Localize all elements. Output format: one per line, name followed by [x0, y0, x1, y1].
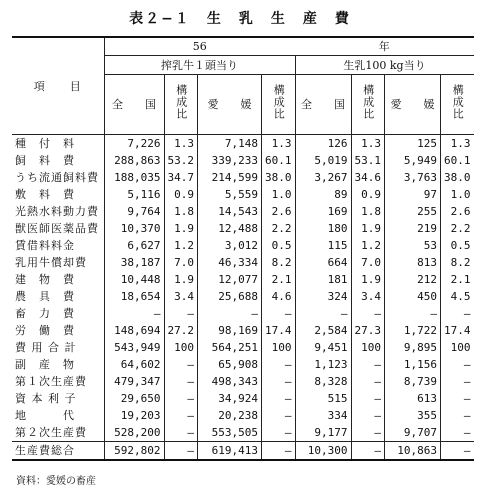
cell: —	[262, 424, 296, 442]
cell: 46,334	[218, 256, 258, 269]
cell: 9,451	[314, 341, 348, 354]
cell: 2.2	[441, 220, 474, 237]
cell: 7.0	[351, 254, 385, 271]
cell: 9,895	[403, 341, 437, 354]
cell: —	[164, 390, 198, 407]
cell: 2.1	[441, 271, 474, 288]
cell: —	[441, 407, 474, 424]
cell: —	[262, 356, 296, 373]
cell: 97	[423, 188, 437, 201]
row-label: 種 付 料	[12, 135, 104, 153]
row-label: 畜 力 費	[12, 305, 104, 322]
cell: 1.3	[262, 135, 296, 153]
table-row	[12, 254, 474, 271]
cell: —	[351, 356, 385, 373]
table-row	[12, 288, 474, 305]
cell: 553,505	[211, 426, 258, 439]
period-left: 56	[104, 37, 295, 56]
row-label: 副 産 物	[12, 356, 104, 373]
cell: 27.2	[164, 322, 198, 339]
cell: 1.8	[351, 203, 385, 220]
cell: 1.9	[351, 220, 385, 237]
cell: —	[262, 442, 296, 461]
row-label: 農 具 費	[12, 288, 104, 305]
cell: 219	[417, 222, 437, 235]
cell: 25,688	[218, 290, 258, 303]
col-national-head: 全 国	[104, 74, 164, 134]
cell: 4.5	[441, 288, 474, 305]
row-label: 第１次生産費	[12, 373, 104, 390]
cell: —	[441, 424, 474, 442]
cell: —	[351, 390, 385, 407]
cell: 180	[327, 222, 348, 235]
cell: 813	[417, 256, 437, 269]
cell: 1,722	[403, 324, 437, 337]
cell: 53	[423, 239, 437, 252]
cell: 100	[262, 339, 296, 356]
cell: 1.9	[164, 220, 198, 237]
page-title: 表２−１ 生 乳 生 産 費	[129, 11, 351, 27]
cell: 126	[327, 137, 348, 150]
source-note: 資料：愛媛の畜産	[16, 476, 96, 487]
cell: 10,370	[120, 222, 161, 235]
cell: 53.2	[164, 152, 198, 169]
cell: 1,123	[314, 358, 348, 371]
cell: 1.8	[164, 203, 198, 220]
cell: —	[351, 373, 385, 390]
col-national-milk: 全 国	[295, 74, 351, 134]
cell: 2.2	[262, 220, 296, 237]
cell: 89	[334, 188, 348, 201]
cell: 188,035	[114, 171, 161, 184]
cell: 60.1	[262, 152, 296, 169]
cell: 7,148	[224, 137, 258, 150]
cell: 324	[327, 290, 348, 303]
cell: 0.5	[262, 237, 296, 254]
cell: 18,654	[120, 290, 161, 303]
cell: 125	[417, 137, 437, 150]
cell: 288,863	[114, 154, 161, 167]
cell: 3.4	[164, 288, 198, 305]
col-ratio-milk: 構成比	[351, 74, 385, 134]
table-row	[12, 390, 474, 407]
cell: 27.3	[351, 322, 385, 339]
period-right: 年	[295, 37, 474, 56]
col-ehime-milk: 愛 媛	[385, 74, 441, 134]
cell: 8.2	[441, 254, 474, 271]
cell: 564,251	[211, 341, 258, 354]
cell: 334	[327, 409, 348, 422]
row-label: 費 用 合 計	[12, 339, 104, 356]
cell: 6,627	[127, 239, 161, 252]
cell: 7.0	[164, 254, 198, 271]
cell: 10,300	[295, 442, 351, 461]
cell: 3,012	[224, 239, 258, 252]
cell: —	[262, 407, 296, 424]
cell: 29,650	[120, 392, 161, 405]
cell: 1.9	[351, 271, 385, 288]
cell: 498,343	[211, 375, 258, 388]
row-label: 飼 料 費	[12, 152, 104, 169]
row-label: 建 物 費	[12, 271, 104, 288]
table-row	[12, 135, 474, 153]
row-label: 乳用牛償却費	[12, 254, 104, 271]
cell: —	[262, 390, 296, 407]
cell: —	[441, 442, 474, 461]
cell: 664	[327, 256, 348, 269]
row-label: 生産費総合	[12, 442, 104, 461]
cell: 515	[327, 392, 348, 405]
cell: 34.7	[164, 169, 198, 186]
row-label: 光熱水料動力費	[12, 203, 104, 220]
cell: —	[262, 305, 296, 322]
cell: 1.3	[164, 135, 198, 153]
cell: 9,177	[314, 426, 348, 439]
table-row	[12, 271, 474, 288]
cell: 100	[164, 339, 198, 356]
cell: —	[441, 356, 474, 373]
row-label: 賃借料料金	[12, 237, 104, 254]
cell: 0.5	[441, 237, 474, 254]
cell: —	[430, 307, 437, 320]
cell: 115	[327, 239, 348, 252]
table-row	[12, 305, 474, 322]
cell: 38,187	[120, 256, 161, 269]
cell: 1.2	[164, 237, 198, 254]
cell: 53.1	[351, 152, 385, 169]
cell: 8.2	[262, 254, 296, 271]
cell: 0.9	[351, 186, 385, 203]
table-row	[12, 373, 474, 390]
cell: 479,347	[114, 375, 161, 388]
table-row	[12, 237, 474, 254]
cell: 8,328	[314, 375, 348, 388]
cell: —	[351, 442, 385, 461]
row-label: 敷 料 費	[12, 186, 104, 203]
cell: 1.0	[262, 186, 296, 203]
cell: 38.0	[441, 169, 474, 186]
cell: 3,763	[403, 171, 437, 184]
cell: —	[351, 305, 385, 322]
cell: 2.1	[262, 271, 296, 288]
cell: 592,802	[104, 442, 164, 461]
cell: 528,200	[114, 426, 161, 439]
table-row	[12, 152, 474, 169]
row-label: 第２次生産費	[12, 424, 104, 442]
cell: —	[164, 305, 198, 322]
cell: —	[441, 373, 474, 390]
cell: 34.6	[351, 169, 385, 186]
cell: —	[351, 407, 385, 424]
cell: —	[262, 373, 296, 390]
table-row	[12, 407, 474, 424]
cell: —	[441, 390, 474, 407]
cell: 339,233	[211, 154, 258, 167]
cell: 355	[417, 409, 437, 422]
cell: 3.4	[351, 288, 385, 305]
col-ratio-head: 構成比	[164, 74, 198, 134]
cell: 20,238	[218, 409, 258, 422]
cell: 212	[417, 273, 437, 286]
cell: 148,694	[114, 324, 161, 337]
cell: 2.6	[262, 203, 296, 220]
cell: 1.2	[351, 237, 385, 254]
table-row	[12, 356, 474, 373]
table-row	[12, 424, 474, 442]
cell: —	[251, 307, 258, 320]
cell: 14,543	[218, 205, 258, 218]
cell: 5,116	[127, 188, 161, 201]
cell: 9,707	[403, 426, 437, 439]
row-label: うち流通飼料費	[12, 169, 104, 186]
cell: —	[164, 424, 198, 442]
production-cost-table	[12, 36, 474, 461]
table-row	[12, 186, 474, 203]
cell: 169	[327, 205, 348, 218]
item-header: 項 目	[12, 37, 104, 135]
cell: 543,949	[114, 341, 161, 354]
cell: 1.9	[164, 271, 198, 288]
table-row	[12, 322, 474, 339]
cell: 60.1	[441, 152, 474, 169]
cell: —	[340, 307, 348, 320]
cell: 2.6	[441, 203, 474, 220]
cell: 1.3	[351, 135, 385, 153]
cell: 17.4	[262, 322, 296, 339]
col-ehime-head: 愛 媛	[198, 74, 262, 134]
cell: 17.4	[441, 322, 474, 339]
cell: 9,764	[127, 205, 161, 218]
group-milk-header: 生乳100 kg当り	[295, 56, 474, 74]
cell: 450	[417, 290, 437, 303]
cell: 10,448	[120, 273, 161, 286]
row-label: 資 本 利 子	[12, 390, 104, 407]
table-row	[12, 339, 474, 356]
table-row	[12, 203, 474, 220]
row-label: 獣医師医薬品費	[12, 220, 104, 237]
cell: 10,863	[385, 442, 441, 461]
cell: 181	[327, 273, 348, 286]
cell: 3,267	[314, 171, 348, 184]
cell: 5,559	[224, 188, 258, 201]
cell: 5,949	[403, 154, 437, 167]
col-ratio-ehime-milk: 構成比	[441, 74, 474, 134]
cell: 100	[441, 339, 474, 356]
cell: 0.9	[164, 186, 198, 203]
cell: —	[441, 305, 474, 322]
cell: 12,488	[218, 222, 258, 235]
cell: 619,413	[198, 442, 262, 461]
cell: 98,169	[218, 324, 258, 337]
cell: 214,599	[211, 171, 258, 184]
row-label: 労 働 費	[12, 322, 104, 339]
col-ratio-ehime-head: 構成比	[262, 74, 296, 134]
group-head-header: 搾乳牛１頭当り	[104, 56, 295, 74]
cell: —	[153, 307, 161, 320]
cell: 5,019	[314, 154, 348, 167]
cell: —	[164, 442, 198, 461]
table-row-total	[12, 442, 474, 461]
cell: 12,077	[218, 273, 258, 286]
cell: 7,226	[127, 137, 161, 150]
cell: 65,908	[218, 358, 258, 371]
cell: 64,602	[120, 358, 161, 371]
cell: 38.0	[262, 169, 296, 186]
cell: —	[164, 373, 198, 390]
cell: —	[164, 407, 198, 424]
table-row	[12, 169, 474, 186]
row-label: 地 代	[12, 407, 104, 424]
cell: 100	[351, 339, 385, 356]
table-row	[12, 220, 474, 237]
cell: 1.0	[441, 186, 474, 203]
cell: 4.6	[262, 288, 296, 305]
cell: 34,924	[218, 392, 258, 405]
cell: 1.3	[441, 135, 474, 153]
cell: —	[351, 424, 385, 442]
cell: 1,156	[403, 358, 437, 371]
cell: 613	[417, 392, 437, 405]
cell: —	[164, 356, 198, 373]
cell: 255	[417, 205, 437, 218]
cell: 2,584	[314, 324, 348, 337]
cell: 8,739	[403, 375, 437, 388]
cell: 19,203	[120, 409, 161, 422]
